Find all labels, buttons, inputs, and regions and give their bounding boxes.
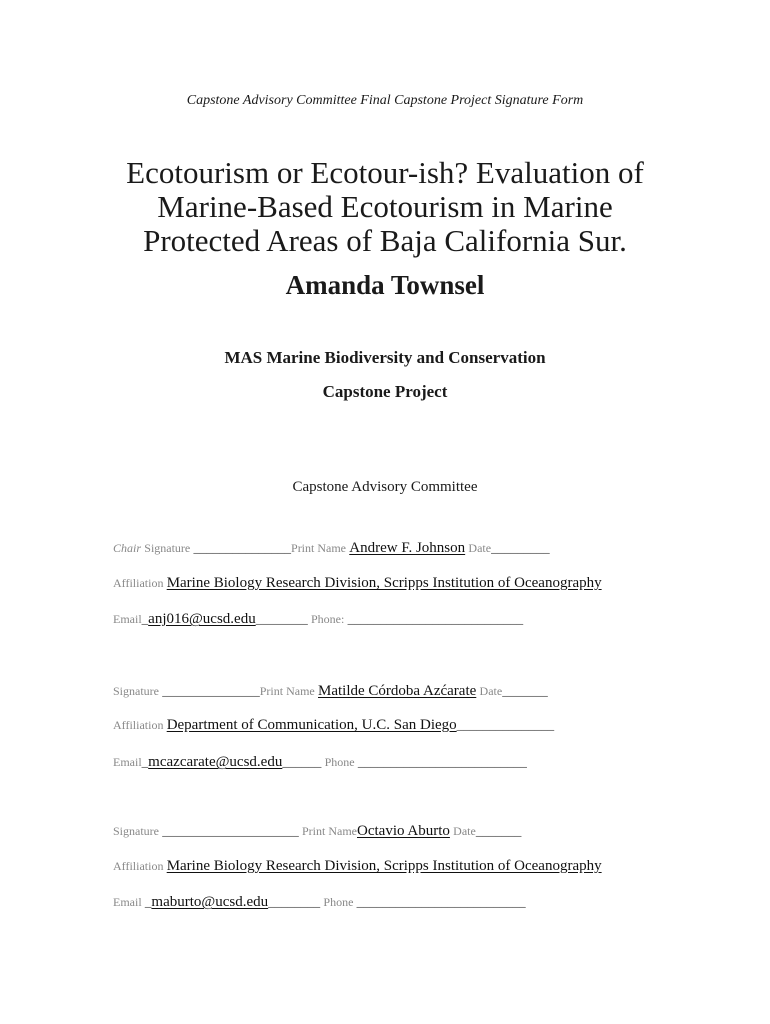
affiliation-value: Marine Biology Research Division, Scripps Institution of Oceanography [166, 858, 602, 874]
email-label: Email [113, 612, 142, 626]
email-line: ________ [268, 894, 321, 909]
contact-row: Email_anj016@ucsd.edu________ Phone: ___________________________ [113, 611, 524, 627]
email-label: Email [113, 755, 142, 769]
signature-label: Signature [113, 684, 159, 698]
affiliation-label: Affiliation [113, 576, 164, 590]
affiliation-row [113, 858, 602, 875]
project-type: Capstone Project [322, 382, 448, 401]
contact-row: Email_mcazcarate@ucsd.edu______ Phone __________________________ [113, 754, 527, 770]
email-label: Email [113, 895, 142, 909]
affiliation-row [113, 575, 602, 592]
phone-label: Phone [324, 755, 355, 769]
date-line[interactable]: _______ [475, 823, 522, 838]
affiliation-value: Department of Communication, U.C. San Diego [166, 717, 457, 733]
date-label: Date [453, 824, 476, 838]
print-name-label: Print Name [302, 824, 357, 838]
signature-row-chair[interactable] [113, 540, 550, 557]
email-line: ______ [282, 754, 322, 769]
phone-line[interactable]: __________________________ [357, 754, 527, 769]
affiliation-line: _______________ [456, 717, 555, 732]
print-name-value: Matilde Córdoba Azćarate [318, 683, 477, 699]
signature-label: Signature [144, 541, 191, 555]
signature-line[interactable]: _______________ [193, 540, 292, 555]
title-line: Marine-Based Ecotourism in Marine [157, 189, 613, 224]
date-label: Date [479, 684, 503, 698]
email-value[interactable]: anj016@ucsd.edu [148, 611, 256, 627]
program-name: MAS Marine Biodiversity and Conservation [224, 348, 546, 367]
phone-line[interactable]: ___________________________ [347, 611, 524, 626]
contact-row: Email _maburto@ucsd.edu________ Phone __________________________ [113, 894, 526, 910]
affiliation-label: Affiliation [113, 859, 164, 873]
date-line[interactable]: _________ [491, 540, 550, 555]
form-title: Capstone Advisory Committee Final Capstone Project Signature Form [186, 93, 584, 108]
affiliation-label: Affiliation [113, 718, 164, 732]
role-label: Chair [113, 541, 142, 555]
phone-line[interactable]: __________________________ [356, 894, 526, 909]
signature-line[interactable]: _______________ [162, 683, 260, 698]
affiliation-value: Marine Biology Research Division, Scripps Institution of Oceanography [166, 575, 602, 591]
print-name-label: Print Name [291, 541, 347, 555]
email-line: ________ [255, 611, 308, 626]
print-name-value: Octavio Aburto [357, 823, 450, 839]
signature-label: Signature [113, 824, 159, 838]
title-line: Ecotourism or Ecotour-ish? Evaluation of [126, 155, 644, 190]
signature-line[interactable]: _____________________ [162, 823, 299, 838]
affiliation-row [113, 717, 554, 734]
print-name-value: Andrew F. Johnson [349, 540, 466, 556]
committee-heading: Capstone Advisory Committee [292, 479, 478, 495]
date-label: Date [468, 541, 492, 555]
phone-label: Phone [323, 895, 354, 909]
project-title [0, 156, 770, 258]
signature-row[interactable] [113, 683, 548, 700]
signature-row[interactable] [113, 823, 521, 840]
print-name-label: Print Name [259, 684, 315, 698]
email-value[interactable]: maburto@ucsd.edu [151, 894, 269, 910]
title-line: Protected Areas of Baja California Sur. [143, 223, 627, 258]
author-name: Amanda Townsel [285, 270, 485, 300]
phone-label: Phone: [310, 612, 345, 626]
email-value[interactable]: mcazcarate@ucsd.edu [148, 754, 283, 770]
date-line[interactable]: _______ [502, 683, 548, 698]
